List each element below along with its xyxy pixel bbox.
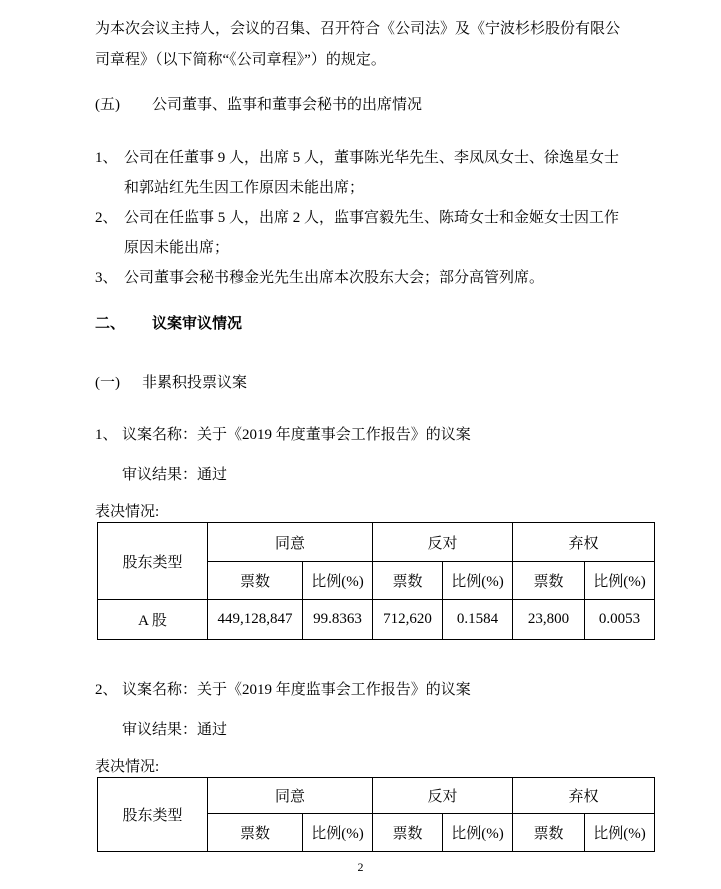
subheader-ratio: 比例(%) <box>585 814 655 852</box>
header-abstain: 弃权 <box>513 523 655 562</box>
proposal-2-result: 审议结果：通过 <box>122 722 228 738</box>
header-agree: 同意 <box>208 523 373 562</box>
table-header-row <box>98 778 655 814</box>
attendance-item <box>95 203 655 263</box>
section-two-label: 二、 <box>95 316 126 332</box>
section-five-heading <box>95 93 422 114</box>
subheader-votes: 票数 <box>513 814 585 852</box>
cell-against-ratio: 0.1584 <box>443 600 513 640</box>
proposal-name-text: 议案名称：关于《2019 年度监事会工作报告》的议案 <box>122 682 471 698</box>
header-shareholder-type: 股东类型 <box>98 523 208 600</box>
proposal-number: 1、 <box>95 427 118 443</box>
intro-line: 为本次会议主持人，会议的召集、召开符合《公司法》及《宁波杉杉股份有限公 <box>95 21 621 37</box>
header-abstain: 弃权 <box>513 778 655 814</box>
attendance-item <box>95 143 655 203</box>
subheader-votes: 票数 <box>208 562 303 600</box>
section-two-title: 议案审议情况 <box>152 316 243 332</box>
table-header-row <box>98 523 655 562</box>
item-line: 和郭站红先生因工作原因未能出席； <box>124 180 365 196</box>
proposal-2-name <box>95 678 471 699</box>
section-five-label: (五) <box>95 97 120 113</box>
subheader-votes: 票数 <box>373 814 443 852</box>
subheader-votes: 票数 <box>373 562 443 600</box>
proposal-name-text: 议案名称：关于《2019 年度董事会工作报告》的议案 <box>122 427 471 443</box>
cell-shareholder-type: A 股 <box>98 600 208 640</box>
section-two-heading <box>95 312 242 333</box>
subheader-ratio: 比例(%) <box>443 814 513 852</box>
subheader-ratio: 比例(%) <box>585 562 655 600</box>
subheader-ratio: 比例(%) <box>303 814 373 852</box>
intro-line: 司章程》（以下简称“《公司章程》”）的规定。 <box>95 52 386 68</box>
attendance-item <box>95 263 655 293</box>
subheader-ratio: 比例(%) <box>303 562 373 600</box>
item-number: 2、 <box>95 210 118 226</box>
subheader-votes: 票数 <box>208 814 303 852</box>
header-agree: 同意 <box>208 778 373 814</box>
item-line: 公司在任董事 9 人，出席 5 人，董事陈光华先生、李凤凤女士、徐逸星女士 <box>124 150 620 166</box>
proposal-1-result: 审议结果：通过 <box>122 467 228 483</box>
cell-against-votes: 712,620 <box>373 600 443 640</box>
header-shareholder-type: 股东类型 <box>98 778 208 852</box>
proposal-number: 2、 <box>95 682 118 698</box>
proposal-2-vote-caption: 表决情况: <box>95 759 160 775</box>
subheader-ratio: 比例(%) <box>443 562 513 600</box>
item-line: 公司董事会秘书穆金光先生出席本次股东大会；部分高管列席。 <box>124 270 545 286</box>
item-line: 公司在任监事 5 人，出席 2 人，监事宫毅先生、陈琦女士和金姬女士因工作 <box>124 210 620 226</box>
section-five-title: 公司董事、监事和董事会秘书的出席情况 <box>152 97 423 113</box>
header-against: 反对 <box>373 523 513 562</box>
header-against: 反对 <box>373 778 513 814</box>
item-number: 1、 <box>95 150 118 166</box>
subheader-votes: 票数 <box>513 562 585 600</box>
vote-table-2 <box>97 777 655 852</box>
subsection-one-title: 非累积投票议案 <box>142 375 248 391</box>
cell-agree-ratio: 99.8363 <box>303 600 373 640</box>
subsection-one-label: (一) <box>95 375 120 391</box>
cell-agree-votes: 449,128,847 <box>208 600 303 640</box>
cell-abstain-votes: 23,800 <box>513 600 585 640</box>
item-number: 3、 <box>95 270 118 286</box>
proposal-1-name <box>95 423 471 444</box>
cell-abstain-ratio: 0.0053 <box>585 600 655 640</box>
attendance-list <box>95 143 655 293</box>
table-data-row <box>98 600 655 640</box>
intro-paragraph <box>95 14 655 76</box>
proposal-1-vote-caption: 表决情况: <box>95 504 160 520</box>
subsection-one-heading <box>95 371 247 392</box>
item-line: 原因未能出席； <box>124 240 230 256</box>
vote-table-1 <box>97 522 655 640</box>
page-number: 2 <box>357 860 364 874</box>
